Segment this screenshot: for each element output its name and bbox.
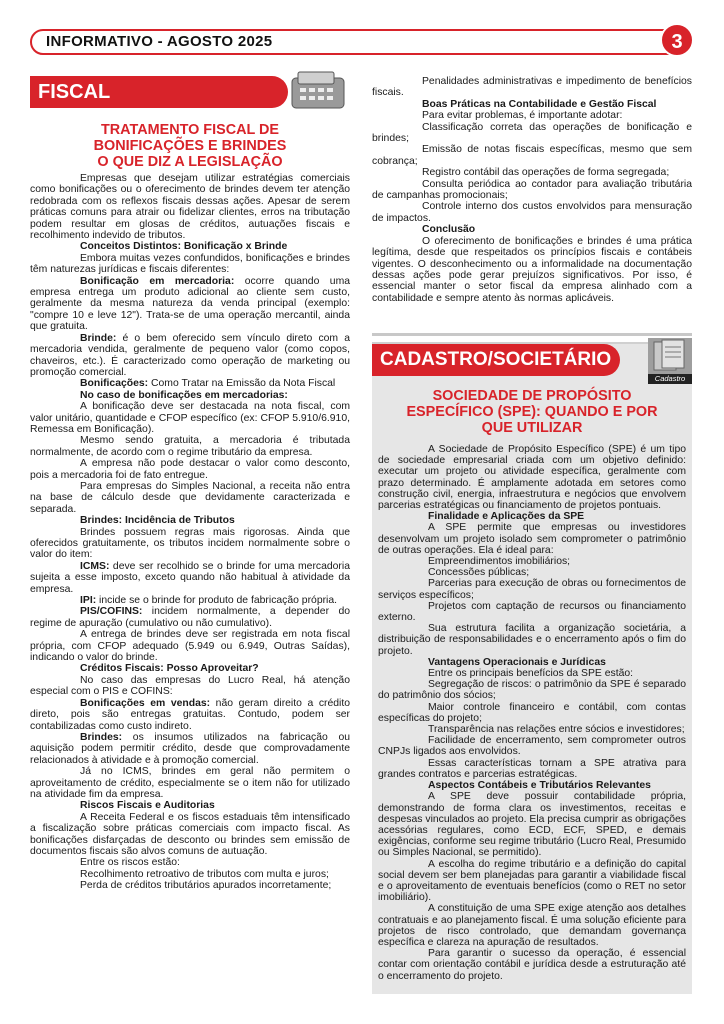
paragraph: Sua estrutura facilita a organização societária, a distribuição de responsabilidades e o encerramento após o fim do projeto.: [378, 623, 686, 657]
title-line: O QUE DIZ A LEGISLAÇÃO: [97, 154, 283, 170]
subheading: Brindes: Incidência de Tributos: [80, 515, 235, 527]
title-line: SOCIEDADE DE PROPÓSITO: [432, 388, 632, 404]
documents-icon: [648, 338, 692, 374]
fiscal-section-banner: [30, 76, 288, 108]
paragraph: No caso das empresas do Lucro Real, há atenção especial com o PIS e COFINS:: [30, 674, 350, 698]
definition: incide se o brinde for produto de fabricação própria.: [96, 595, 338, 607]
subheading: Aspectos Contábeis e Tributários Relevantes: [428, 780, 651, 792]
cadastro-article-title: [378, 388, 686, 436]
list-item: Registro contábil das operações de forma segregada;: [422, 167, 670, 179]
cadastro-image-label: Cadastro: [648, 374, 692, 384]
paragraph: A empresa não pode destacar o valor como desconto, pois a mercadoria foi de fato entregue.: [30, 458, 350, 481]
list-item: Perda de créditos tributários apurados incorretamente;: [80, 880, 332, 892]
term: Bonificação em mercadoria:: [80, 275, 235, 287]
paragraph: [30, 606, 350, 629]
paragraph: A SPE deve possuir contabilidade própria, demonstrando de forma clara os investimentos, receitas e despesas vinculados ao projeto. Ela precisa cumprir as obrigações acessórias regulares, como ECD, ECF, SPED, e demais exigências, conforme seu regime tributário (Lucro Real, Presumido ou Simples Nacional, se permitido).: [378, 791, 686, 859]
term: Brinde:: [80, 332, 117, 344]
term: Bonificações em vendas:: [80, 697, 211, 709]
list-item: Recolhimento retroativo de tributos com multa e juros;: [80, 868, 329, 880]
list-item: Penalidades administrativas e impedimento de benefícios fiscais.: [372, 76, 692, 99]
page-header: [30, 29, 690, 55]
paragraph: [30, 378, 350, 389]
subheading: Boas Práticas na Contabilidade e Gestão Fiscal: [422, 98, 657, 110]
paragraph: Para evitar problemas, é importante adotar:: [422, 110, 623, 122]
definition: deve ser recolhido se o brinde for uma mercadoria sujeita a esse imposto, exceto quando não habitual à atividade da empresa.: [30, 560, 350, 595]
definition: Como Tratar na Emissão da Nota Fiscal: [148, 378, 336, 390]
definition: é o bem oferecido sem vínculo direto com a mercadoria vendida, geralmente de pequeno valor (como copos, chaveiros, etc.). É caracterizado como operação de marketing ou promoção comercial.: [30, 332, 350, 378]
paragraph: [30, 276, 350, 333]
fiscal-section-label: FISCAL: [38, 81, 111, 103]
paragraph: A escolha do regime tributário e a definição do capital social devem ser bem planejadas para garantir a viabilidade fiscal e o aproveitamento de eventuais benefícios (como o RET no setor imobiliário).: [378, 858, 686, 904]
list-item: Classificação correta das operações de bonificação e brindes;: [372, 121, 692, 145]
fiscal-continued-column: [372, 76, 692, 304]
list-item: Transparência nas relações entre sócios e investidores;: [428, 724, 685, 736]
paragraph: Empresas que desejam utilizar estratégias comerciais como bonificações ou o oferecimento de brindes devem ter atenção redobrada com os reflexos fiscais dessas ações. Apesar de serem práticas comuns para atrair ou fidelizar clientes, erros na tributação podem resultar em glosas de créditos, autuações fiscais e recolhimento indevido de tributos.: [30, 173, 350, 242]
paragraph: A Receita Federal e os fiscos estaduais têm intensificado a fiscalização sobre práticas comerciais com impacto fiscal. As bonificações disfarçadas de desconto ou brindes sem emissão de documentos fiscais são alvos comuns de autuação.: [30, 811, 350, 857]
paragraph: Essas características tornam a SPE atrativa para grandes contratos e parcerias estratégicas.: [378, 757, 686, 780]
list-item: Projetos com captação de recursos ou financiamento externo.: [378, 600, 686, 624]
subheading: Créditos Fiscais: Posso Aproveitar?: [80, 663, 259, 675]
cadastro-section-label: CADASTRO/SOCIETÁRIO: [380, 349, 612, 370]
subheading: Riscos Fiscais e Auditorias: [80, 800, 215, 812]
definition: os insumos utilizados na fabricação ou aquisição podem permitir crédito, desde que comprovadamente relacionados à atividade e à promoção comercial.: [30, 731, 350, 766]
list-item: Parcerias para execução de obras ou fornecimentos de serviços específicos;: [378, 578, 686, 601]
definition: não geram direito a crédito direto, pois são entregas gratuitas. Contudo, podem ser contabilizadas como custo indireto.: [30, 697, 351, 732]
paragraph: Já no ICMS, brindes em geral não permitem o aproveitamento de crédito, especialmente se o item não for utilizado na atividade fim da empresa.: [30, 766, 350, 800]
newsletter-title: INFORMATIVO - AGOSTO 2025: [46, 33, 273, 50]
subheading: Finalidade e Aplicações da SPE: [428, 511, 585, 523]
paragraph: Mesmo sendo gratuita, a mercadoria é tributada normalmente, de acordo com o regime tributário da empresa.: [30, 435, 350, 458]
list-item: Maior controle financeiro e contábil, com contas específicas do projeto;: [378, 701, 686, 724]
paragraph: O oferecimento de bonificações e brindes é uma prática legítima, desde que respeitados os princípios fiscais e contábeis vigentes. O desconhecimento ou a informalidade na documentação dessas ações pode gerar prejuízos significativos. Por isso, é essencial manter o setor fiscal da empresa alinhado com a contabilidade e sempre atento às normas aplicáveis.: [372, 235, 692, 304]
paragraph: Para garantir o sucesso da operação, é essencial contar com orientação contábil e jurídica desde a estruturação até o encerramento do projeto.: [378, 948, 686, 982]
title-line: QUE UTILIZAR: [481, 420, 583, 436]
title-line: TRATAMENTO FISCAL DE: [100, 122, 279, 138]
paragraph: [30, 333, 350, 379]
term: ICMS:: [80, 560, 110, 572]
list-item: Concessões públicas;: [428, 567, 530, 579]
paragraph: [30, 561, 350, 595]
cadastro-section-banner: [372, 344, 620, 376]
term: Bonificações:: [80, 378, 149, 390]
paragraph: A constituição de uma SPE exige atenção aos detalhes contratuais e ao planejamento fiscal. É uma solução eficiente para projetos de risco controlado, que demandam governança específica e clareza na apuração de resultados.: [378, 903, 686, 948]
list-item: Controle interno dos custos envolvidos para mensuração de impactos.: [372, 201, 692, 224]
fiscal-column: [30, 76, 350, 892]
fiscal-article-title: [30, 122, 350, 170]
subheading: Conceitos Distintos: Bonificação x Brinde: [80, 241, 288, 253]
definition: incidem normalmente, a depender do regime de apuração (cumulativo ou não cumulativo).: [30, 606, 350, 629]
term: IPI:: [80, 595, 97, 607]
cadastro-image: [648, 338, 692, 384]
paragraph: [30, 595, 350, 606]
subheading: Vantagens Operacionais e Jurídicas: [428, 656, 606, 668]
term: PIS/COFINS:: [80, 606, 143, 618]
title-line: BONIFICAÇÕES E BRINDES: [93, 138, 287, 154]
list-item: Segregação de riscos: o patrimônio da SPE é separado do patrimônio dos sócios;: [378, 679, 686, 702]
list-item: Facilidade de encerramento, sem comprometer outros CNPJs ligados aos envolvidos.: [378, 735, 686, 758]
title-line: ESPECÍFICO (SPE): QUANDO E POR: [406, 404, 658, 420]
list-item: Empreendimentos imobiliários;: [428, 556, 571, 568]
paragraph: Para empresas do Simples Nacional, a receita não entra na base de cálculo desde que devidamente caracterizada e separada.: [30, 480, 350, 515]
cadastro-article: [378, 388, 686, 982]
calculator-icon: [290, 68, 350, 112]
term: Brindes:: [80, 731, 123, 743]
paragraph: Embora muitas vezes confundidos, bonificações e brindes têm naturezas jurídicas e fiscais diferentes:: [30, 252, 350, 276]
paragraph: [30, 732, 350, 766]
paragraph: Entre os riscos estão:: [80, 857, 180, 869]
paragraph: A Sociedade de Propósito Específico (SPE) é um tipo de sociedade empresarial criada com um objetivo definido: executar um projeto ou atividade específica, geralmente com prazo determinado. É amplamente adotada em setores como construção civil, energia, infraestrutura e negócios que envolvem parcerias estratégicas ou financiamento de projetos pontuais.: [378, 444, 686, 512]
paragraph: Entre os principais benefícios da SPE estão:: [428, 668, 634, 680]
subheading: No caso de bonificações em mercadorias:: [80, 389, 288, 401]
paragraph: A SPE permite que empresas ou investidores desenvolvam um projeto isolado sem comprometer o patrimônio de outras operações. Ela é ideal para:: [378, 522, 686, 556]
definition: ocorre quando uma empresa entrega um produto adicional ao cliente sem custo, geralmente da mesma natureza da venda principal (exemplo: "compre 10 e leve 12"). Trata-se de uma operação mercantil, ainda que gratuita.: [30, 275, 351, 333]
section-divider: [372, 333, 692, 336]
list-item: Consulta periódica ao contador para avaliação tributária de campanhas promocionais;: [372, 178, 692, 202]
list-item: Emissão de notas fiscais específicas, mesmo que sem cobrança;: [372, 144, 692, 167]
paragraph: A bonificação deve ser destacada na nota fiscal, com valor unitário, quantidade e CFOP específico (ex: CFOP 5.910/6.910, Remessa em Bonificação).: [30, 401, 350, 435]
paragraph: A entrega de brindes deve ser registrada em nota fiscal própria, com CFOP adequado (5.949 ou 6.949, Outras Saídas), indicando o valor do brinde.: [30, 629, 350, 664]
subheading: Conclusão: [422, 224, 476, 236]
cadastro-section: [372, 342, 692, 994]
paragraph: [30, 698, 350, 732]
page-number-badge: 3: [660, 23, 694, 57]
paragraph: Brindes possuem regras mais rigorosas. Ainda que oferecidos gratuitamente, os tributos incidem normalmente sobre o valor do item:: [30, 526, 350, 561]
